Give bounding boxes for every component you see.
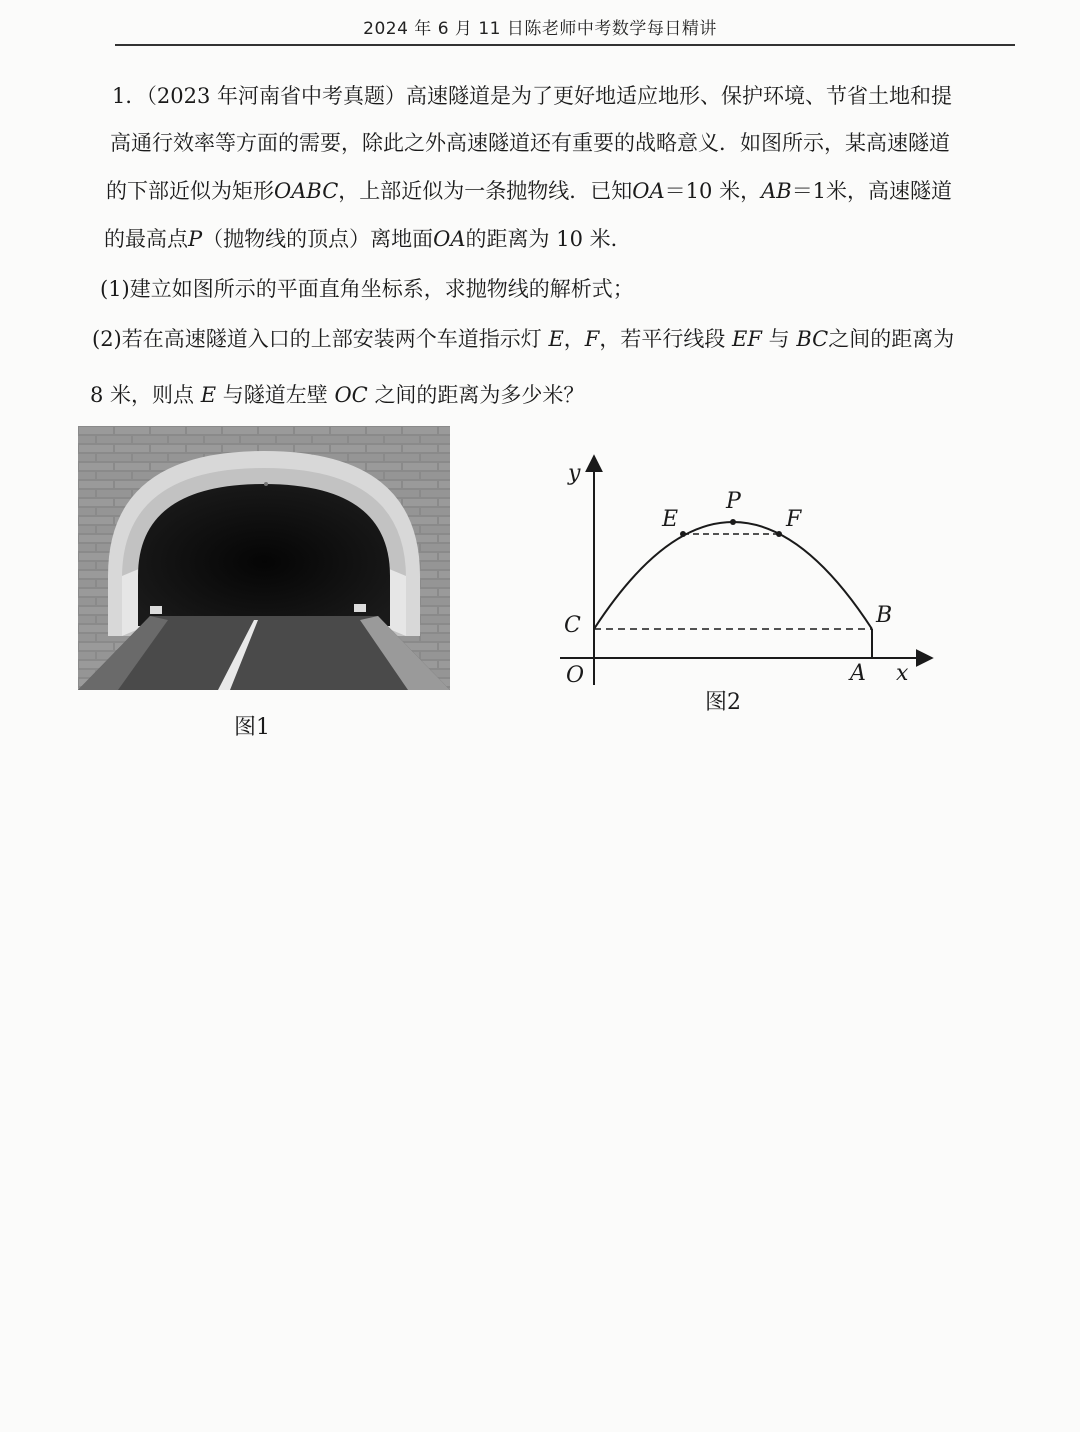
problem-line-3: [106, 181, 952, 202]
header-rule: [115, 44, 1015, 46]
text-segment: 的最高点: [104, 227, 188, 251]
text-segment: (2)若在高速隧道入口的上部安装两个车道指示灯: [92, 327, 542, 351]
question-2-line-2: [90, 385, 584, 406]
label-y: y: [568, 461, 581, 486]
point-p: P: [188, 227, 203, 251]
text-segment: ＝10 米，: [664, 179, 762, 203]
text-segment: ，上部近似为一条抛物线．已知: [338, 179, 633, 203]
parabola-curve: [594, 522, 872, 629]
point-f-dot: [776, 531, 782, 537]
problem-number: 1．: [112, 84, 147, 108]
segment-oa: OA: [632, 179, 665, 203]
problem-line-1: [112, 86, 952, 107]
point-e-dot: [680, 531, 686, 537]
figure1-caption: 图1: [234, 715, 270, 740]
text-segment: 的距离为 10 米．: [465, 227, 632, 251]
problem-source: （2023 年河南省中考真题）: [146, 84, 406, 108]
rect-name: OABC: [274, 179, 339, 203]
text-segment: 与隧道左壁: [222, 383, 328, 407]
label-b: B: [876, 603, 893, 628]
figure2-diagram: [540, 450, 940, 700]
problem-line-4: [104, 229, 632, 250]
text-segment: 之间的距离为多少米？: [374, 383, 585, 407]
header-title: 2024 年 6 月 11 日陈老师中考数学每日精讲: [363, 19, 717, 39]
segment-ef: EF: [732, 327, 762, 351]
label-f: F: [786, 507, 802, 532]
tunnel-photo: [78, 426, 450, 690]
segment-oa: OA: [433, 227, 466, 251]
text-segment: ＝1米，高速隧道: [791, 179, 953, 203]
label-a: A: [850, 661, 866, 686]
tunnel-photo-drawing: [78, 426, 450, 690]
segment-bc: BC: [796, 327, 829, 351]
segment-oc: OC: [334, 383, 368, 407]
label-c: C: [564, 613, 581, 638]
text-segment: （抛物线的顶点）离地面: [202, 227, 434, 251]
point-e: E: [548, 327, 564, 351]
text-segment: ，若平行线段: [599, 327, 726, 351]
text-segment: 之间的距离为: [828, 327, 955, 351]
question-1: (1)建立如图所示的平面直角坐标系，求抛物线的解析式；: [100, 277, 634, 301]
segment-ab: AB: [761, 179, 792, 203]
label-x: x: [896, 661, 909, 686]
figure2-caption: 图2: [705, 690, 741, 715]
point-e: E: [200, 383, 217, 407]
point-f: F: [584, 327, 600, 351]
question-2-line-1: [92, 329, 954, 350]
point-p-dot: [730, 519, 736, 525]
problem-line-2: 高通行效率等方面的需要，除此之外高速隧道还有重要的战略意义．如图所示，某高速隧道: [110, 131, 950, 155]
label-o: O: [566, 663, 585, 688]
label-p: P: [726, 489, 741, 514]
label-e: E: [662, 507, 679, 532]
problem-line-1-text: 高速隧道是为了更好地适应地形、保护环境、节省土地和提: [406, 84, 952, 108]
text-segment: 与: [768, 327, 790, 351]
text-segment: ，: [563, 327, 585, 351]
text-segment: 的下部近似为矩形: [106, 179, 274, 203]
text-segment: 8 米，则点: [90, 383, 195, 407]
